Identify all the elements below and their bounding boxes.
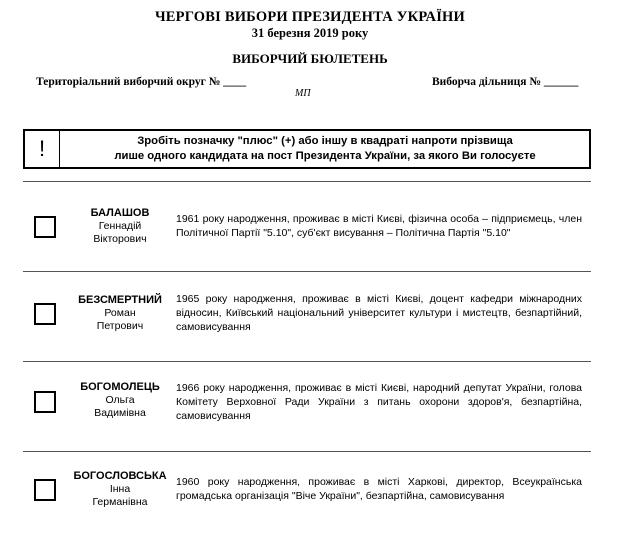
candidate-name (72, 381, 168, 420)
candidate-divider (23, 271, 591, 272)
section-divider (23, 181, 591, 182)
ballot-title: ВИБОРЧИЙ БЮЛЕТЕНЬ (232, 51, 388, 66)
candidate-description: 1966 року народження, проживає в місті Києві, народний депутат України, голова Комітету Верховної Ради України з питань охорони здоров'я, безпартійна, самовисування (176, 382, 582, 422)
candidate-patronymic: Петрович (96, 320, 144, 332)
candidate-name (72, 294, 168, 333)
candidate-surname: БОГОСЛОВСЬКА (73, 470, 167, 482)
district-number-field: Територіальний виборчий округ № ____ (36, 76, 247, 88)
exclamation-icon: ! (25, 131, 60, 167)
candidate-surname: БЕЗСМЕРТНИЙ (78, 294, 162, 306)
candidate-given-name: Інна (109, 483, 131, 495)
candidate-description: 1961 року народження, проживає в місті Києві, фізична особа – підприємець, член Політичної Партії "5.10", суб'єкт висування – Політична Партія "5.10" (176, 213, 582, 239)
candidate-row (0, 376, 620, 462)
vote-checkbox[interactable] (34, 303, 56, 325)
candidate-surname: БАЛАШОВ (90, 207, 150, 219)
voting-instruction-text (61, 134, 589, 164)
candidate-given-name: Роман (104, 307, 136, 319)
candidate-row (0, 286, 620, 372)
candidate-divider (23, 361, 591, 362)
instruction-line-1: Зробіть позначку "плюс" (+) або іншу в квадраті напроти прізвища (137, 135, 513, 147)
candidate-patronymic: Вікторович (93, 233, 147, 245)
vote-checkbox[interactable] (34, 479, 56, 501)
candidate-row (0, 196, 620, 282)
vote-checkbox[interactable] (34, 391, 56, 413)
candidate-name (72, 470, 168, 509)
candidate-surname: БОГОМОЛЕЦЬ (80, 381, 160, 393)
candidate-given-name: Геннадій (98, 220, 142, 232)
instruction-line-2: лише одного кандидата на пост Президента України, за якого Ви голосуєте (114, 150, 536, 162)
precinct-number-field: Виборча дільниця № ______ (432, 76, 579, 88)
candidate-row (0, 460, 620, 546)
candidate-patronymic: Вадимівна (94, 407, 146, 419)
vote-checkbox[interactable] (34, 216, 56, 238)
candidate-description: 1965 року народження, проживає в місті Києві, доцент кафедри міжнародних відносин, Київський національний університет культури і мистецтв, безпартійний, самовисування (176, 293, 582, 333)
candidate-divider (23, 451, 591, 452)
stamp-placeholder: МП (295, 88, 311, 99)
candidate-description: 1960 року народження, проживає в місті Харкові, директор, Всеукраїнська громадська організація "Віче України", безпартійна, самовисування (176, 476, 582, 502)
election-date: 31 березня 2019 року (251, 26, 369, 40)
candidate-given-name: Ольга (105, 394, 135, 406)
candidate-patronymic: Германівна (92, 496, 148, 508)
candidate-name (72, 207, 168, 246)
voting-instruction-box (23, 129, 591, 169)
election-title: ЧЕРГОВІ ВИБОРИ ПРЕЗИДЕНТА УКРАЇНИ (154, 9, 466, 25)
